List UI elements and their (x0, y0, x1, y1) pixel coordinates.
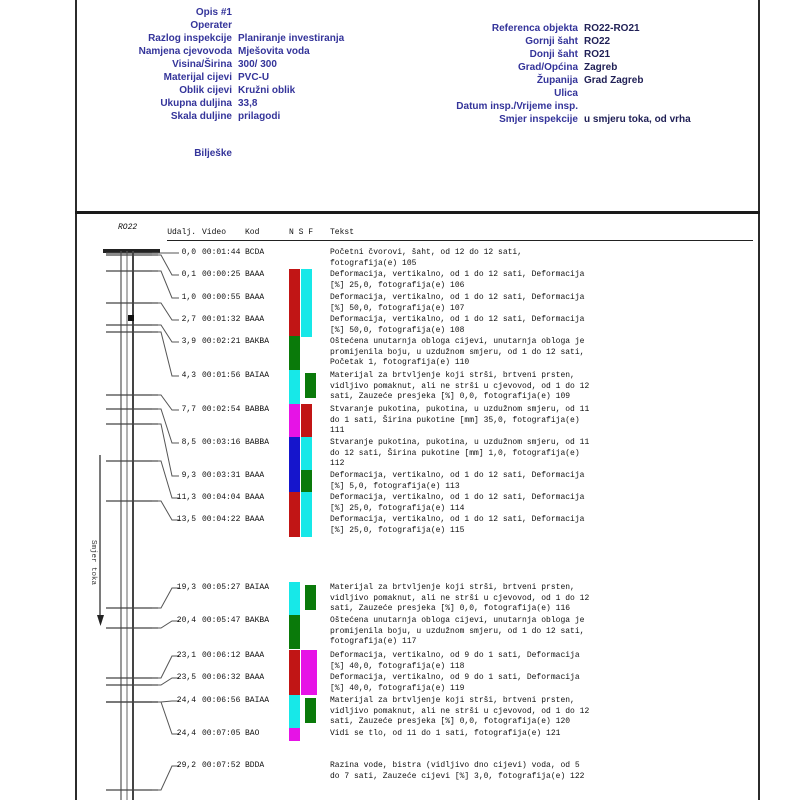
row-video-time: 00:01:56 (202, 371, 241, 380)
row-video-time: 00:06:32 (202, 673, 241, 682)
header-right-row (420, 48, 691, 61)
header-left-label: Ukupna duljina (160, 98, 232, 109)
row-observation-text: Početni čvorovi, šaht, od 12 do 12 sati, fotografija(e) 105 (330, 248, 523, 268)
grading-marker-cyan (289, 370, 300, 404)
row-video-time: 00:02:54 (202, 405, 241, 414)
header-right-value: RO22 (584, 36, 611, 47)
grading-marker-red (289, 492, 300, 515)
row-code: BABBA (245, 438, 270, 447)
header-left-label: Namjena cjevovoda (138, 46, 232, 57)
row-distance: 0,1 (181, 270, 196, 279)
grading-marker-blue (289, 437, 300, 471)
header-left-label: Operater (190, 20, 232, 31)
grading-marker-red (289, 292, 300, 315)
grading-marker-red (289, 314, 300, 337)
row-observation-text: Razina vode, bistra (vidljivo dno cijevi) voda, od 5 do 7 sati, Zauzeće cijevi [%] 3,0, fotografija(e) 122 (330, 761, 585, 781)
row-video-time: 00:00:55 (202, 293, 241, 302)
row-observation-text: Deformacija, vertikalno, od 1 do 12 sati, Deformacija [%] 50,0, fotografija(e) 108 (330, 315, 585, 335)
grading-marker-green (305, 373, 316, 398)
header-left-value: PVC-U (238, 72, 270, 83)
header-left-label: Materijal cijevi (163, 72, 232, 83)
row-distance: 9,3 (181, 471, 196, 480)
row-distance: 4,3 (181, 371, 196, 380)
column-header-underline (167, 240, 753, 241)
row-observation-text: Deformacija, vertikalno, od 9 do 1 sati, Deformacija [%] 40,0, fotografija(e) 119 (330, 673, 580, 693)
header-left-row (70, 71, 344, 84)
header-right-label: Županija (536, 75, 578, 86)
row-observation-text: Deformacija, vertikalno, od 1 do 12 sati, Deformacija [%] 25,0, fotografija(e) 114 (330, 493, 585, 513)
row-observation-text: Oštećena unutarnja obloga cijevi, unutarnja obloga je promijenila boju, u uzdužnom smjeru, od 1 do 12 sati, Početak 1, fotografija(e) 110 (330, 337, 585, 367)
grading-marker-cyan (301, 492, 312, 515)
page-right-border (758, 0, 760, 800)
header-left-value: Mješovita voda (238, 46, 310, 57)
row-video-time: 00:03:16 (202, 438, 241, 447)
row-code: BAAA (245, 471, 265, 480)
header-left-value: 33,8 (238, 98, 258, 109)
row-video-time: 00:01:44 (202, 248, 241, 257)
column-header-tekst: Tekst (330, 228, 355, 237)
row-code: BAO (245, 729, 260, 738)
header-left-row (70, 19, 344, 32)
grading-marker-magenta (289, 728, 300, 741)
grading-marker-cyan (301, 314, 312, 337)
grading-marker-cyan (301, 269, 312, 292)
row-observation-text: Materijal za brtvljenje koji strši, brtveni prsten, vidljivo pomaknut, ali ne strši u cjevovod, od 1 do 12 sati, Zauzeće presjeka [%] 0,0, fotografija(e) 116 (330, 583, 590, 613)
grading-marker-green (305, 585, 316, 610)
row-video-time: 00:00:25 (202, 270, 241, 279)
row-code: BAAA (245, 515, 265, 524)
row-code: BAAA (245, 651, 265, 660)
header-left-label: Oblik cijevi (179, 85, 232, 96)
header-right-row (420, 22, 691, 35)
row-code: BCDA (245, 248, 265, 257)
row-observation-text: Deformacija, vertikalno, od 1 do 12 sati, Deformacija [%] 25,0, fotografija(e) 115 (330, 515, 585, 535)
column-header-video: Video (202, 228, 227, 237)
grading-marker-cyan (301, 437, 312, 471)
row-code: BAAA (245, 673, 265, 682)
row-distance: 24,4 (176, 696, 196, 705)
row-video-time: 00:07:52 (202, 761, 241, 770)
row-video-time: 00:04:04 (202, 493, 241, 502)
header-right-label: Grad/Općina (517, 62, 578, 73)
grading-marker-cyan (289, 582, 300, 616)
header-right-row (420, 35, 691, 48)
row-distance: 29,2 (176, 761, 196, 770)
header-left-value: 300/ 300 (238, 59, 277, 70)
header-right-label: Smjer inspekcije (499, 114, 578, 125)
header-right-label: Ulica (554, 88, 578, 99)
row-code: BAAA (245, 270, 265, 279)
flow-arrow-head (97, 615, 104, 626)
row-code: BAIAA (245, 583, 270, 592)
row-video-time: 00:05:47 (202, 616, 241, 625)
row-observation-text: Deformacija, vertikalno, od 1 do 12 sati, Deformacija [%] 5,0, fotografija(e) 113 (330, 471, 585, 491)
header-right-row (420, 61, 691, 74)
header-right-label: Referenca objekta (491, 23, 578, 34)
row-distance: 11,3 (176, 493, 196, 502)
header-right-label: Datum insp./Vrijeme insp. (456, 101, 578, 112)
grading-marker-green (289, 336, 300, 370)
row-distance: 2,7 (181, 315, 196, 324)
row-distance: 19,3 (176, 583, 196, 592)
row-video-time: 00:06:56 (202, 696, 241, 705)
column-header-nsf: N S F (289, 228, 314, 237)
row-video-time: 00:03:31 (202, 471, 241, 480)
grading-marker-red (301, 404, 312, 438)
pipe-node-marker (128, 315, 134, 321)
row-video-time: 00:01:32 (202, 315, 241, 324)
header-right-value: Grad Zagreb (584, 75, 644, 86)
header-right-row (420, 113, 691, 126)
grading-marker-magenta (301, 650, 317, 673)
grading-marker-cyan (301, 292, 312, 315)
header-left-label: Visina/Širina (172, 59, 232, 70)
row-observation-text: Stvaranje pukotina, pukotina, u uzdužnom smjeru, od 11 do 1 sati, Širina pukotine [mm] 35,0, fotografija(e) 111 (330, 405, 590, 435)
row-code: BAIAA (245, 371, 270, 380)
header-left-value: Kružni oblik (238, 85, 296, 96)
grading-marker-cyan (301, 514, 312, 537)
header-right-row (420, 87, 691, 100)
header-right-label: Donji šaht (529, 49, 578, 60)
row-code: BAKBA (245, 337, 270, 346)
column-header-udalj: Udalj. (167, 228, 196, 237)
row-distance: 20,4 (176, 616, 196, 625)
header-right-block (420, 22, 691, 126)
grading-marker-green (305, 698, 316, 723)
header-left-row (70, 6, 344, 19)
row-code: BAKBA (245, 616, 270, 625)
top-node-label: RO22 (118, 223, 138, 232)
grading-marker-cyan (289, 695, 300, 729)
header-left-row (70, 58, 344, 71)
row-code: BDDA (245, 761, 265, 770)
row-distance: 3,9 (181, 337, 196, 346)
header-right-row (420, 74, 691, 87)
row-code: BAAA (245, 315, 265, 324)
leader-line (152, 424, 179, 476)
grading-marker-green (301, 470, 312, 493)
header-left-label: Razlog inspekcije (148, 33, 232, 44)
header-left-row (70, 97, 344, 110)
header-right-row (420, 100, 691, 113)
header-left-row (70, 45, 344, 58)
row-video-time: 00:07:05 (202, 729, 241, 738)
row-observation-text: Deformacija, vertikalno, od 9 do 1 sati, Deformacija [%] 40,0, fotografija(e) 118 (330, 651, 580, 671)
row-distance: 23,1 (176, 651, 196, 660)
row-observation-text: Deformacija, vertikalno, od 1 do 12 sati, Deformacija [%] 50,0, fotografija(e) 107 (330, 293, 585, 313)
row-observation-text: Stvaranje pukotina, pukotina, u uzdužnom smjeru, od 11 do 12 sati, Širina pukotine [mm] 1,0, fotografija(e) 112 (330, 438, 590, 468)
header-left-row (70, 84, 344, 97)
header-right-value: RO22-RO21 (584, 23, 640, 34)
grading-marker-magenta (289, 404, 300, 438)
header-right-value: Zagreb (584, 62, 618, 73)
column-header-kod: Kod (245, 228, 260, 237)
row-code: BAAA (245, 293, 265, 302)
grading-marker-red (289, 672, 300, 695)
flow-direction-label: Smjer toka (89, 540, 97, 586)
grading-marker-blue (289, 470, 300, 493)
grading-marker-magenta (301, 672, 317, 695)
grading-marker-red (289, 514, 300, 537)
grading-marker-red (289, 650, 300, 673)
row-video-time: 00:05:27 (202, 583, 241, 592)
row-distance: 0,0 (181, 248, 196, 257)
row-observation-text: Vidi se tlo, od 11 do 1 sati, fotografija(e) 121 (330, 729, 561, 738)
row-distance: 23,5 (176, 673, 196, 682)
notes-label: Bilješke (194, 148, 232, 159)
header-right-value: RO21 (584, 49, 611, 60)
row-distance: 1,0 (181, 293, 196, 302)
header-left-label: Skala duljine (170, 111, 232, 122)
grading-marker-green (289, 615, 300, 649)
header-left-value: prilagodi (238, 111, 281, 122)
header-right-value: u smjeru toka, od vrha (584, 114, 691, 125)
row-observation-text: Oštećena unutarnja obloga cijevi, unutarnja obloga je promijenila boju, u uzdužnom smjeru, od 1 do 12 sati, fotografija(e) 117 (330, 616, 585, 646)
row-observation-text: Deformacija, vertikalno, od 1 do 12 sati, Deformacija [%] 25,0, fotografija(e) 106 (330, 270, 585, 290)
row-code: BAIAA (245, 696, 270, 705)
row-distance: 8,5 (181, 438, 196, 447)
grading-marker-red (289, 269, 300, 292)
header-left-row (70, 110, 344, 123)
row-distance: 24,4 (176, 729, 196, 738)
row-video-time: 00:06:12 (202, 651, 241, 660)
header-left-value: Planiranje investiranja (238, 33, 345, 44)
row-observation-text: Materijal za brtvljenje koji strši, brtveni prsten, vidljivo pomaknut, ali ne strši u cjevovod, od 1 do 12 sati, Zauzeće presjeka [%] 0,0, fotografija(e) 120 (330, 696, 590, 726)
row-code: BAAA (245, 493, 265, 502)
header-right-label: Gornji šaht (525, 36, 578, 47)
header-left-label: Opis #1 (195, 7, 232, 18)
row-distance: 13,5 (176, 515, 196, 524)
row-code: BABBA (245, 405, 270, 414)
row-distance: 7,7 (181, 405, 196, 414)
header-left-block (70, 6, 344, 123)
row-video-time: 00:04:22 (202, 515, 241, 524)
row-video-time: 00:02:21 (202, 337, 241, 346)
header-left-row (70, 32, 344, 45)
row-observation-text: Materijal za brtvljenje koji strši, brtveni prsten, vidljivo pomaknut, ali ne strši u cjevovod, od 1 do 12 sati, Zauzeće presjeka [%] 0,0, fotografija(e) 109 (330, 371, 590, 401)
